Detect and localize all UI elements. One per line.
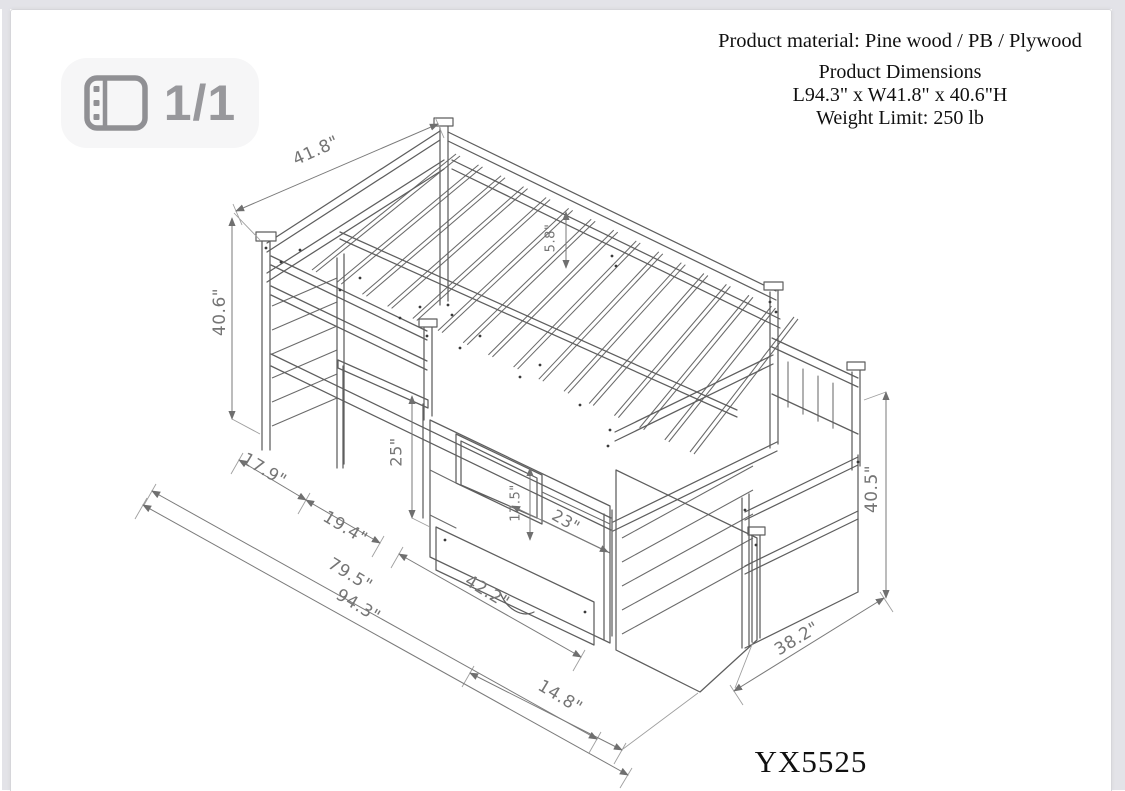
dimension-label: 17.5" [508,484,524,522]
dimension-label: 38.2" [771,618,823,660]
dimension-label: 40.6" [210,287,230,337]
product-dimensions-value: L94.3" x W41.8" x 40.6"H [792,84,1008,106]
dimension-label: 94.3" [332,585,384,627]
dimension-label: 14.8" [534,676,586,718]
bed-frame [256,118,865,692]
product-dimensions-title: Product Dimensions [818,61,982,83]
dimension-label: 40.5" [862,464,882,514]
dimension-label: 23" [548,505,584,537]
dimension-label: 79.5" [324,554,376,596]
dimension-label: 41.8" [289,132,343,170]
dimension-label: 5.8" [543,223,559,253]
weight-limit-line: Weight Limit: 250 lb [816,107,984,129]
model-number: YX5525 [754,744,868,779]
dimension-label: 17.9" [238,449,290,491]
dimension-label: 42.2" [461,571,513,613]
staircase-planks [622,466,753,634]
page-indicator: 1/1 [163,75,237,131]
extension-lines [135,117,893,788]
dimension-lines [143,124,886,775]
dimension-label: 25" [386,437,406,467]
product-material-line: Product material: Pine wood / PB / Plywood [718,30,1082,52]
dimension-label: 19.4" [319,507,371,549]
